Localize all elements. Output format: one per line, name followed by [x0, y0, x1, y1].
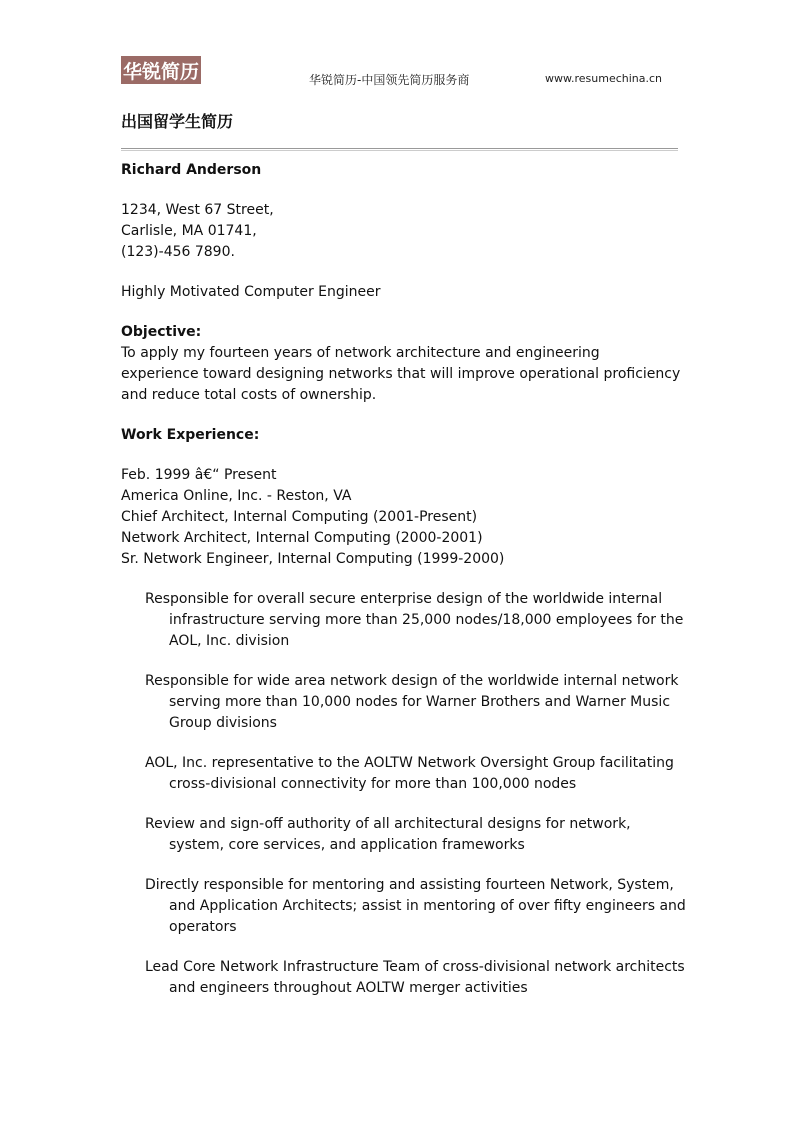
header-tagline: 华锐简历-中国领先简历服务商 [309, 73, 470, 87]
duty-item: AOL, Inc. representative to the AOLTW Network Oversight Group facilitating cross-divisional connectivity for more than 100,000 nodes [145, 755, 674, 792]
job-role: Network Architect, Internal Computing (2000-2001) [121, 530, 483, 546]
document-title: 出国留学生简历 [121, 112, 234, 131]
duty-item: Responsible for overall secure enterprise design of the worldwide internal infrastructure serving more than 25,000 nodes/18,000 employees for the AOL, Inc. division [145, 591, 684, 649]
address-line: 1234, West 67 Street, [121, 202, 274, 218]
address-line: Carlisle, MA 01741, [121, 223, 257, 239]
header-divider [121, 148, 678, 151]
objective-heading: Objective: [121, 324, 202, 340]
duty-item: Review and sign-off authority of all architectural designs for network, system, core services, and application frameworks [145, 816, 631, 853]
phone-line: (123)-456 7890. [121, 244, 235, 260]
job-role: Sr. Network Engineer, Internal Computing (1999-2000) [121, 551, 505, 567]
work-experience-heading: Work Experience: [121, 427, 260, 443]
duty-item: Responsible for wide area network design of the worldwide internal network serving more than 10,000 nodes for Warner Brothers and Warner Music Group divisions [145, 673, 679, 731]
applicant-name: Richard Anderson [121, 162, 262, 178]
header-website: www.resumechina.cn [545, 72, 663, 85]
resume-body [121, 160, 686, 1018]
job-duties-list [121, 589, 686, 999]
job-summary [121, 465, 681, 570]
job-company: America Online, Inc. - Reston, VA [121, 488, 352, 504]
address-block [121, 200, 681, 263]
headline: Highly Motivated Computer Engineer [121, 284, 381, 300]
job-role: Chief Architect, Internal Computing (2001-Present) [121, 509, 478, 525]
duty-item: Lead Core Network Infrastructure Team of cross-divisional network architects and engineers throughout AOLTW merger activities [145, 959, 685, 996]
duty-item: Directly responsible for mentoring and assisting fourteen Network, System, and Application Architects; assist in mentoring of over fifty engineers and operators [145, 877, 686, 935]
job-dates: Feb. 1999 â€“ Present [121, 467, 277, 483]
brand-logo: 华锐简历 [121, 56, 201, 84]
objective-text: To apply my fourteen years of network architecture and engineering experience toward designing networks that will improve operational proficiency and reduce total costs of ownership. [121, 345, 681, 403]
